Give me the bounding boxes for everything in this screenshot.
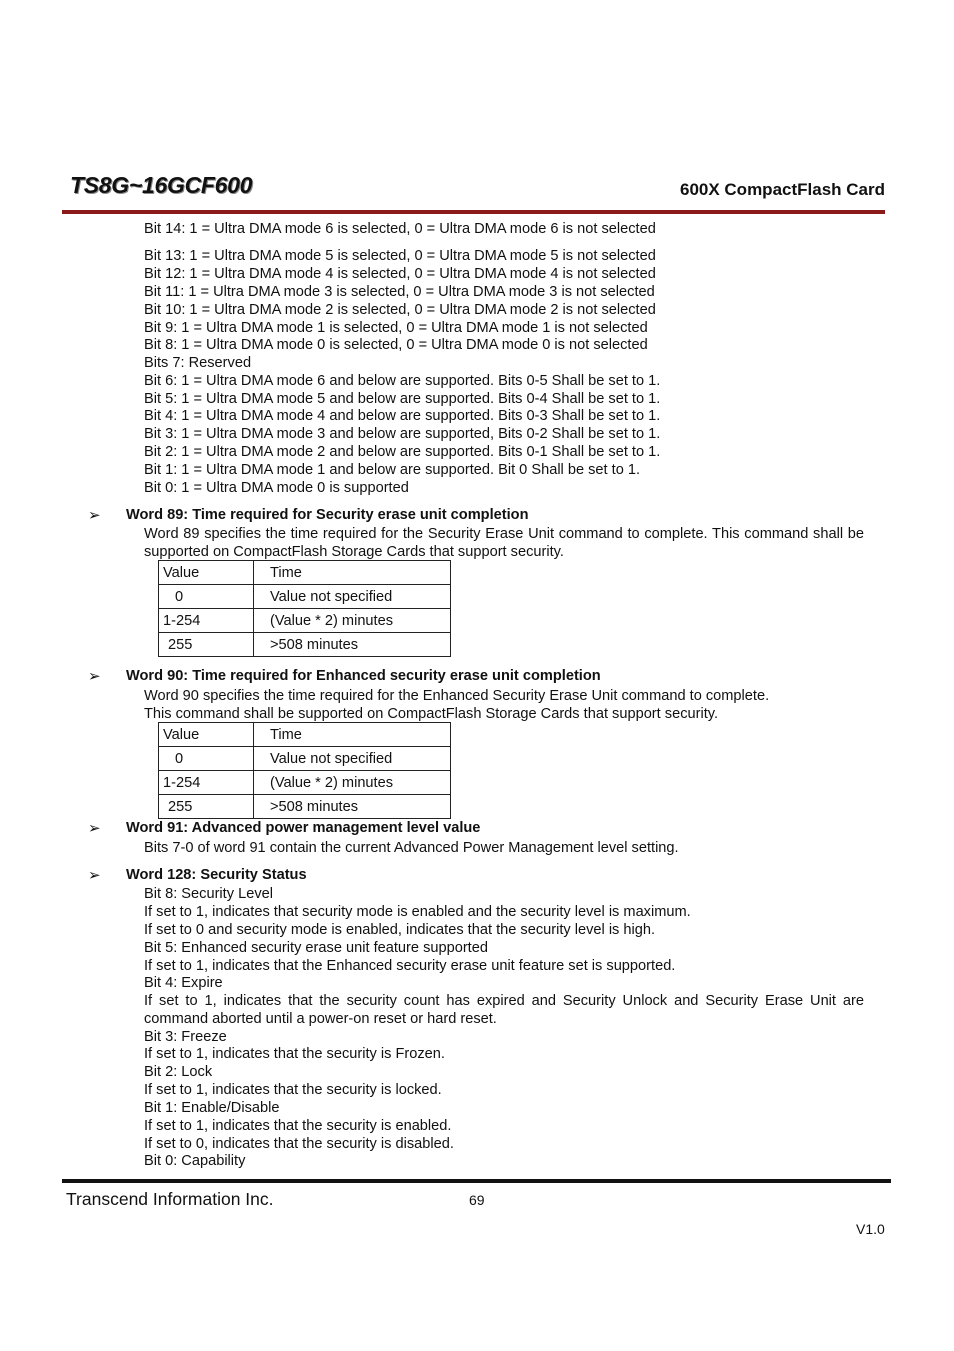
word90-line-2: This command shall be supported on CompactFlash Storage Cards that support security. xyxy=(144,706,719,722)
bit-line: Bit 11: 1 = Ultra DMA mode 3 is selected, 0 = Ultra DMA mode 3 is not selected xyxy=(144,284,655,300)
bit-line: Bit 2: 1 = Ultra DMA mode 2 and below are supported. Bits 0-1 Shall be set to 1. xyxy=(144,444,661,460)
bit-line: Bit 10: 1 = Ultra DMA mode 2 is selected, 0 = Ultra DMA mode 2 is not selected xyxy=(144,302,656,318)
bit-line: Bit 3: 1 = Ultra DMA mode 3 and below are supported, Bits 0-2 Shall be set to 1. xyxy=(144,426,661,442)
word128-title: Word 128: Security Status xyxy=(126,867,307,883)
bit-line: Bit 13: 1 = Ultra DMA mode 5 is selected, 0 = Ultra DMA mode 5 is not selected xyxy=(144,248,656,264)
table-cell: (Value * 2) minutes xyxy=(254,771,451,795)
status-line: Bit 0: Capability xyxy=(144,1153,246,1169)
status-line: If set to 1, indicates that the security is enabled. xyxy=(144,1118,452,1134)
table-cell: 0 xyxy=(159,585,254,609)
table-row xyxy=(159,795,451,819)
table-header-cell: Time xyxy=(254,561,451,585)
table-cell: 1-254 xyxy=(159,771,254,795)
table-cell: 255 xyxy=(159,633,254,657)
product-name: 600X CompactFlash Card xyxy=(679,180,885,199)
status-line: Bit 5: Enhanced security erase unit feature supported xyxy=(144,940,488,956)
table-cell: >508 minutes xyxy=(254,633,451,657)
table-cell: (Value * 2) minutes xyxy=(254,609,451,633)
word89-title: Word 89: Time required for Security erase unit completion xyxy=(126,507,529,523)
table-cell: 1-254 xyxy=(159,609,254,633)
status-line: Bit 8: Security Level xyxy=(144,886,273,902)
bit-line: Bit 12: 1 = Ultra DMA mode 4 is selected, 0 = Ultra DMA mode 4 is not selected xyxy=(144,266,656,282)
bit-line: Bit 6: 1 = Ultra DMA mode 6 and below are supported. Bits 0-5 Shall be set to 1. xyxy=(144,373,661,389)
table-row xyxy=(159,723,451,747)
bullet-arrow-icon: ➢ xyxy=(88,867,101,884)
bullet-arrow-icon: ➢ xyxy=(88,820,101,837)
status-line: If set to 1, indicates that the security is Frozen. xyxy=(144,1046,445,1062)
table-row xyxy=(159,771,451,795)
table-cell: Value not specified xyxy=(254,747,451,771)
page-number: 69 xyxy=(469,1192,485,1208)
bit-line: Bit 5: 1 = Ultra DMA mode 5 and below are supported. Bits 0-4 Shall be set to 1. xyxy=(144,391,661,407)
table-row xyxy=(159,561,451,585)
word90-title: Word 90: Time required for Enhanced security erase unit completion xyxy=(126,668,601,684)
table-row xyxy=(159,609,451,633)
company-name: Transcend Information Inc. xyxy=(66,1189,274,1209)
table-cell: Value not specified xyxy=(254,585,451,609)
version-label: V1.0 xyxy=(856,1221,885,1237)
bit-line: Bits 7: Reserved xyxy=(144,355,252,371)
table-cell: 255 xyxy=(159,795,254,819)
bit-line: Bit 9: 1 = Ultra DMA mode 1 is selected, 0 = Ultra DMA mode 1 is not selected xyxy=(144,320,648,336)
word90-line-1: Word 90 specifies the time required for the Enhanced Security Erase Unit command to complete. xyxy=(144,688,770,704)
table-header-cell: Time xyxy=(254,723,451,747)
table-cell: 0 xyxy=(159,747,254,771)
bit-line: Bit 0: 1 = Ultra DMA mode 0 is supported xyxy=(144,480,409,496)
status-line: If set to 1, indicates that security mode is enabled and the security level is maximum. xyxy=(144,904,691,920)
bit-line: Bit 1: 1 = Ultra DMA mode 1 and below are supported. Bit 0 Shall be set to 1. xyxy=(144,462,641,478)
status-line: If set to 1, indicates that the Enhanced security erase unit feature set is supported. xyxy=(144,958,676,974)
table-row xyxy=(159,585,451,609)
status-line: If set to 1, indicates that the security is locked. xyxy=(144,1082,442,1098)
status-line: Bit 4: Expire xyxy=(144,975,223,991)
status-line: If set to 0 and security mode is enabled, indicates that the security level is high. xyxy=(144,922,656,938)
table-row xyxy=(159,633,451,657)
status-line: If set to 0, indicates that the security is disabled. xyxy=(144,1136,454,1152)
page-header xyxy=(70,172,885,212)
bit-line: Bit 14: 1 = Ultra DMA mode 6 is selected, 0 = Ultra DMA mode 6 is not selected xyxy=(144,221,656,237)
bit-line: Bit 8: 1 = Ultra DMA mode 0 is selected, 0 = Ultra DMA mode 0 is not selected xyxy=(144,337,648,353)
word89-description: Word 89 specifies the time required for the Security Erase Unit command to complete. This command shall be supported on CompactFlash Storage Cards that support security. xyxy=(144,526,864,560)
bit-line: Bit 4: 1 = Ultra DMA mode 4 and below are supported. Bits 0-3 Shall be set to 1. xyxy=(144,408,661,424)
word89-table xyxy=(158,560,451,657)
footer-divider xyxy=(62,1179,891,1183)
word90-table xyxy=(158,722,451,819)
status-line: Bit 2: Lock xyxy=(144,1064,213,1080)
status-line: Bit 1: Enable/Disable xyxy=(144,1100,280,1116)
expire-description: If set to 1, indicates that the security count has expired and Security Unlock and Security Erase Unit are command aborted until a power-on reset or hard reset. xyxy=(144,993,864,1027)
word91-description: Bits 7-0 of word 91 contain the current Advanced Power Management level setting. xyxy=(144,840,679,856)
table-row xyxy=(159,747,451,771)
table-cell: >508 minutes xyxy=(254,795,451,819)
bullet-arrow-icon: ➢ xyxy=(88,507,101,524)
word91-title: Word 91: Advanced power management level value xyxy=(126,820,481,836)
model-title: TS8G~16GCF600 xyxy=(70,172,253,198)
table-header-cell: Value xyxy=(159,561,254,585)
bullet-arrow-icon: ➢ xyxy=(88,668,101,685)
status-line: Bit 3: Freeze xyxy=(144,1029,227,1045)
table-header-cell: Value xyxy=(159,723,254,747)
header-divider xyxy=(62,210,885,214)
